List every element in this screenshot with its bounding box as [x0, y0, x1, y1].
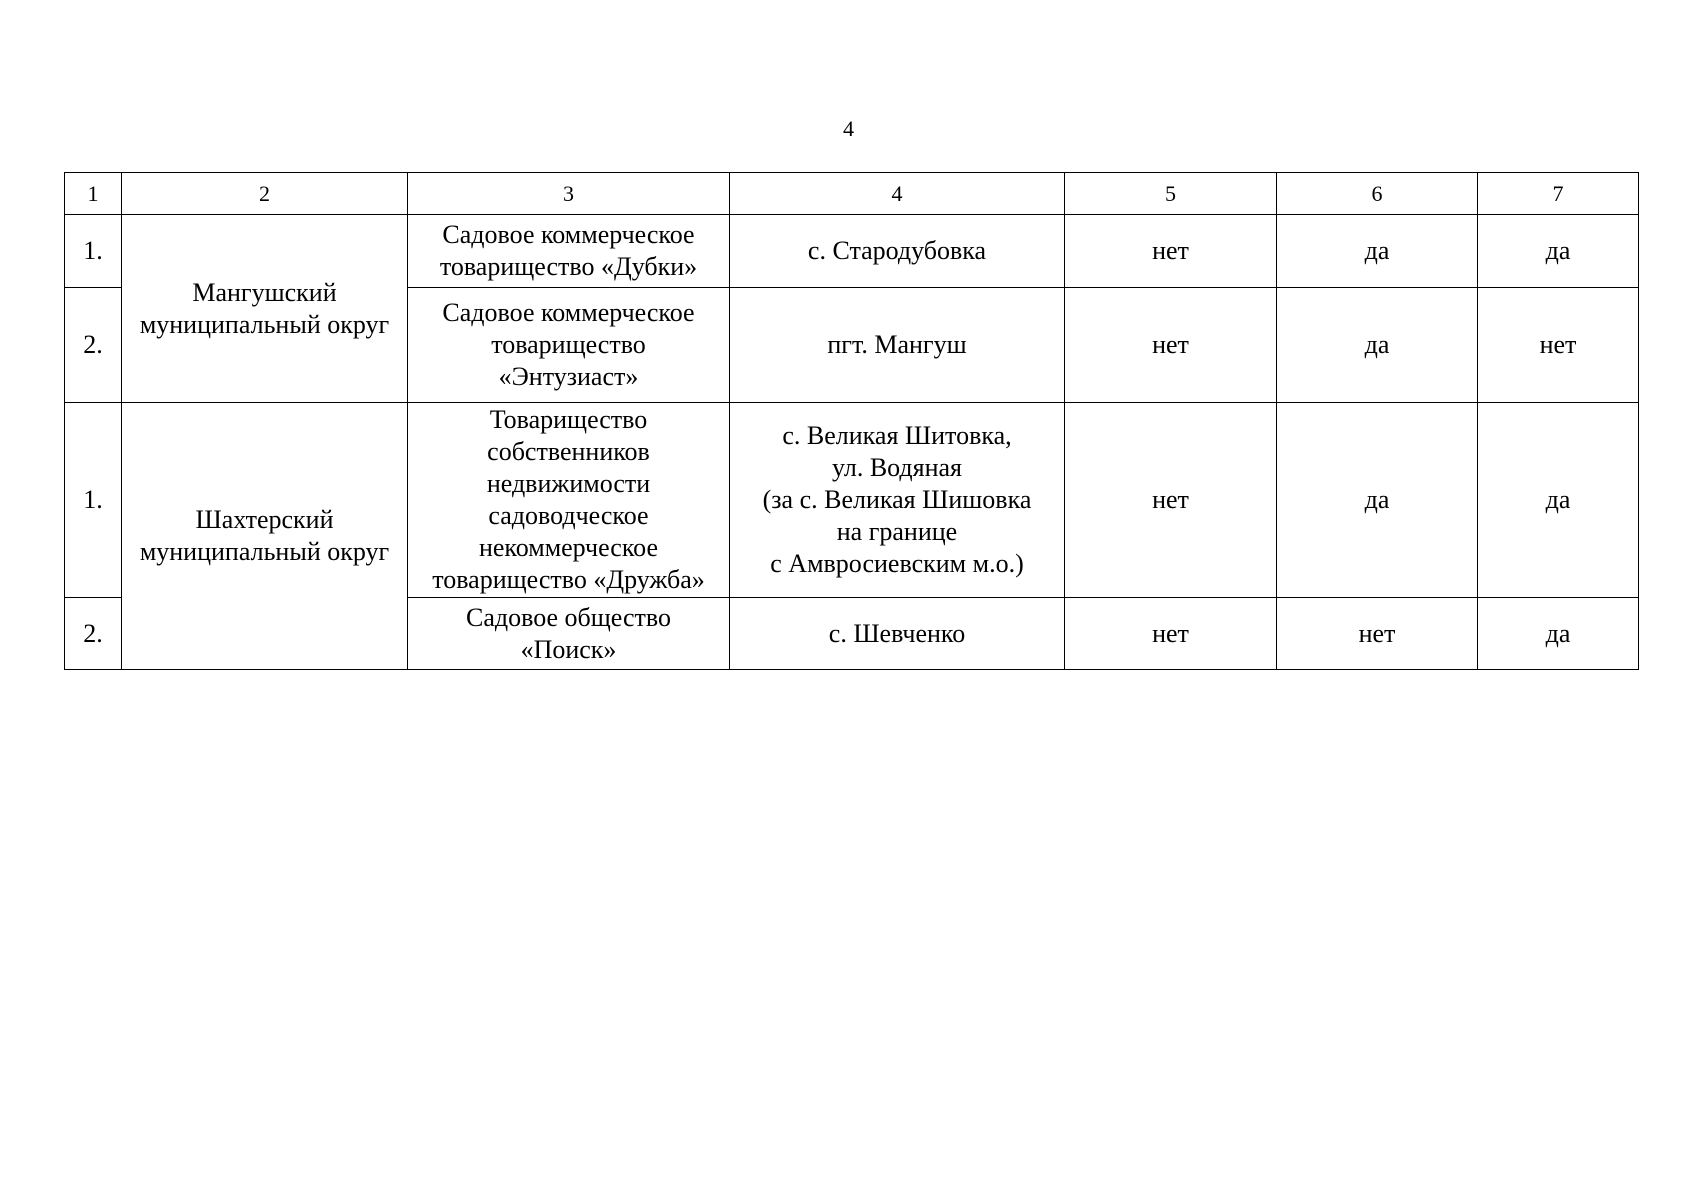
location-cell: с. Великая Шитовка, ул. Водяная (за с. Великая Шишовка на границе с Амвросиевским м.о.) — [730, 403, 1065, 598]
header-cell: 3 — [408, 173, 730, 215]
col6-value: нет — [1277, 598, 1478, 670]
organization-name: Садовое коммерческое товарищество «Энтузиаст» — [408, 288, 730, 403]
row-number: 2. — [65, 598, 122, 670]
col5-value: нет — [1065, 403, 1277, 598]
row-number: 1. — [65, 215, 122, 288]
row-number: 2. — [65, 288, 122, 403]
table-row — [65, 403, 1639, 598]
header-cell: 2 — [122, 173, 408, 215]
location-cell: с. Стародубовка — [730, 215, 1065, 288]
col6-value: да — [1277, 403, 1478, 598]
organization-name: Садовое общество «Поиск» — [408, 598, 730, 670]
location-cell: пгт. Мангуш — [730, 288, 1065, 403]
col6-value: да — [1277, 288, 1478, 403]
col5-value: нет — [1065, 215, 1277, 288]
col7-value: нет — [1478, 288, 1639, 403]
location-cell: с. Шевченко — [730, 598, 1065, 670]
header-cell: 1 — [65, 173, 122, 215]
district-cell: Мангушский муниципальный округ — [122, 215, 408, 403]
header-cell: 7 — [1478, 173, 1639, 215]
data-table — [64, 172, 1639, 670]
organization-name: Товарищество собственников недвижимости садоводческое некоммерческое товарищество «Дружба» — [408, 403, 730, 598]
page-number: 4 — [843, 116, 854, 141]
col6-value: да — [1277, 215, 1478, 288]
col7-value: да — [1478, 403, 1639, 598]
header-cell: 5 — [1065, 173, 1277, 215]
table-header-row — [65, 173, 1639, 215]
row-number: 1. — [65, 403, 122, 598]
district-cell: Шахтерский муниципальный округ — [122, 403, 408, 670]
header-cell: 4 — [730, 173, 1065, 215]
col7-value: да — [1478, 598, 1639, 670]
col7-value: да — [1478, 215, 1639, 288]
header-cell: 6 — [1277, 173, 1478, 215]
col5-value: нет — [1065, 598, 1277, 670]
col5-value: нет — [1065, 288, 1277, 403]
table-row — [65, 215, 1639, 288]
organization-name: Садовое коммерческое товарищество «Дубки» — [408, 215, 730, 288]
